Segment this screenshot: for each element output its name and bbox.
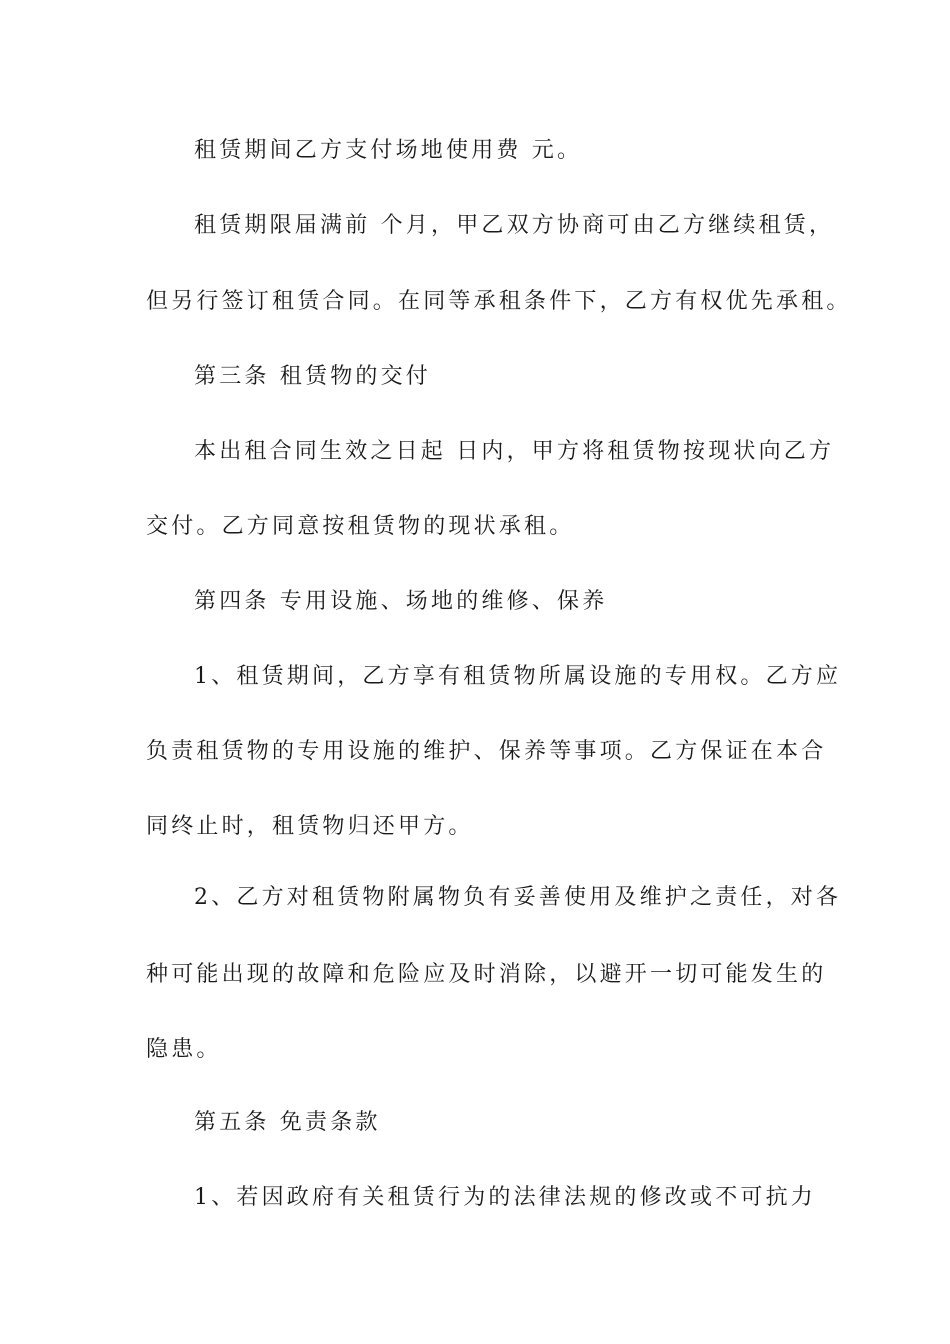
paragraph-line: 1、若因政府有关租赁行为的法律法规的修改或不可抗力 — [194, 1185, 816, 1210]
paragraph-line: 但另行签订租赁合同。在同等承租条件下，乙方有权优先承租。 — [146, 289, 852, 314]
section-heading: 第三条 租赁物的交付 — [194, 364, 431, 389]
paragraph-line: 种可能出现的故障和危险应及时消除，以避开一切可能发生的 — [146, 962, 827, 987]
section-heading: 第四条 专用设施、场地的维修、保养 — [194, 589, 608, 614]
paragraph-line: 隐患。 — [146, 1037, 222, 1062]
paragraph-line: 同终止时，租赁物归还甲方。 — [146, 814, 474, 839]
section-heading: 第五条 免责条款 — [194, 1110, 381, 1135]
paragraph-line: 1、租赁期间，乙方享有租赁物所属设施的专用权。乙方应 — [194, 664, 842, 689]
paragraph-line: 交付。乙方同意按租赁物的现状承租。 — [146, 514, 575, 539]
paragraph-line: 租赁期间乙方支付场地使用费 元。 — [194, 138, 583, 163]
paragraph-line: 本出租合同生效之日起 日内，甲方将租赁物按现状向乙方 — [194, 439, 835, 464]
paragraph-line: 租赁期限届满前 个月，甲乙双方协商可由乙方继续租赁， — [194, 213, 835, 238]
paragraph-line: 负责租赁物的专用设施的维护、保养等事项。乙方保证在本合 — [146, 739, 827, 764]
paragraph-line: 2、乙方对租赁物附属物负有妥善使用及维护之责任，对各 — [194, 885, 842, 910]
